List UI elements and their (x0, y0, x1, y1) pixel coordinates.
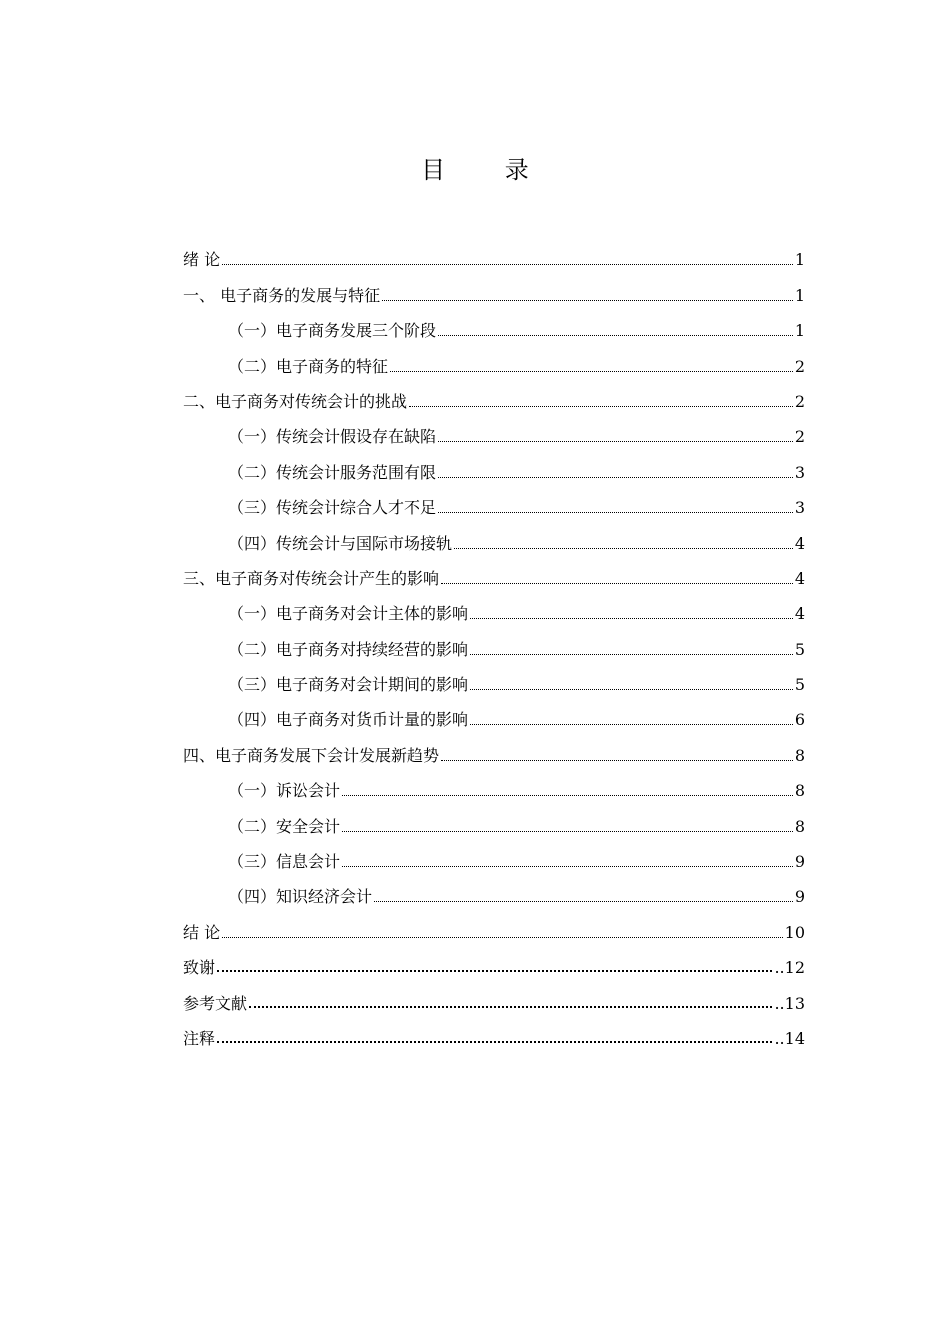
toc-entry-label: （二）安全会计 (228, 816, 341, 836)
toc-entry[interactable] (183, 978, 805, 1013)
toc-entry-page-number: 5 (794, 675, 805, 695)
toc-entry-label: （二）传统会计服务范围有限 (228, 462, 437, 482)
toc-entry[interactable] (183, 695, 805, 730)
toc-entry-label: （四）传统会计与国际市场接轨 (228, 533, 453, 553)
toc-entry[interactable] (183, 1014, 805, 1049)
toc-entry-label: （二）电子商务的特征 (228, 356, 389, 376)
toc-entry-page-number: 2 (794, 427, 805, 447)
toc-entry[interactable] (183, 943, 805, 978)
toc-entry-page-number: 9 (794, 852, 805, 872)
toc-entry-label: 致谢 (183, 958, 216, 978)
toc-entry-page-number: 8 (794, 816, 805, 836)
toc-entry-page-number: 4 (794, 568, 805, 588)
toc-entry-label: 绪 论 (183, 250, 221, 270)
toc-entry-label: 四、电子商务发展下会计发展新趋势 (183, 745, 440, 765)
toc-entry-label: 二、电子商务对传统会计的挑战 (183, 391, 408, 411)
toc-dot-leader (470, 618, 793, 619)
toc-entry[interactable] (183, 341, 805, 376)
toc-dot-leader (470, 654, 793, 655)
toc-dot-leader (342, 831, 793, 832)
toc-entry[interactable] (183, 483, 805, 518)
toc-dot-leader (217, 1041, 772, 1043)
toc-entry[interactable] (183, 837, 805, 872)
toc-entry[interactable] (183, 801, 805, 836)
toc-title: 目 录 (421, 156, 555, 184)
toc-entry-label: （四）知识经济会计 (228, 887, 373, 907)
toc-entry[interactable] (183, 518, 805, 553)
toc-entry-page-number: 3 (794, 462, 805, 482)
toc-dot-leader (382, 300, 793, 301)
toc-entry[interactable] (183, 730, 805, 765)
toc-entry-page-number: 6 (794, 710, 805, 730)
toc-entry-label: （三）传统会计综合人才不足 (228, 498, 437, 518)
toc-entry-page-number: ..12 (774, 958, 805, 978)
toc-entry-page-number: 4 (794, 533, 805, 553)
toc-entry[interactable] (183, 447, 805, 482)
toc-entry-label: （四）电子商务对货币计量的影响 (228, 710, 469, 730)
toc-entry-label: 结 论 (183, 922, 221, 942)
toc-dot-leader (454, 548, 793, 549)
toc-entry-page-number: ..14 (774, 1028, 805, 1048)
toc-entry[interactable] (183, 270, 805, 305)
toc-entry[interactable] (183, 306, 805, 341)
toc-dot-leader (441, 760, 793, 761)
toc-entry-label: （三）电子商务对会计期间的影响 (228, 675, 469, 695)
toc-entry-page-number: 1 (794, 285, 805, 305)
toc-entry[interactable] (183, 554, 805, 589)
toc-entry-page-number: 3 (794, 498, 805, 518)
toc-dot-leader (441, 583, 793, 584)
toc-entry[interactable] (183, 907, 805, 942)
toc-entry-page-number: 1 (794, 321, 805, 341)
toc-entry-label: 注释 (183, 1028, 216, 1048)
toc-dot-leader (217, 970, 772, 972)
toc-entry-label: （二）电子商务对持续经营的影响 (228, 639, 469, 659)
toc-entry-page-number: 10 (784, 922, 805, 942)
toc-dot-leader (438, 477, 793, 478)
toc-dot-leader (222, 937, 783, 938)
toc-entry-page-number: 1 (794, 250, 805, 270)
toc-list (183, 235, 805, 1049)
toc-entry-page-number: 5 (794, 639, 805, 659)
toc-entry-label: （一）电子商务对会计主体的影响 (228, 604, 469, 624)
toc-entry-label: （一）诉讼会计 (228, 781, 341, 801)
toc-dot-leader (438, 512, 793, 513)
toc-entry-page-number: 8 (794, 781, 805, 801)
toc-entry-page-number: 2 (794, 391, 805, 411)
toc-dot-leader (438, 335, 793, 336)
toc-entry-page-number: 2 (794, 356, 805, 376)
toc-dot-leader (249, 1006, 772, 1008)
toc-entry[interactable] (183, 660, 805, 695)
toc-entry[interactable] (183, 589, 805, 624)
toc-dot-leader (390, 371, 793, 372)
toc-entry-page-number: 4 (794, 604, 805, 624)
toc-entry[interactable] (183, 377, 805, 412)
toc-entry[interactable] (183, 624, 805, 659)
toc-dot-leader (342, 795, 793, 796)
toc-entry-label: 参考文献 (183, 993, 248, 1013)
toc-dot-leader (470, 724, 793, 725)
toc-entry-page-number: 9 (794, 887, 805, 907)
toc-entry[interactable] (183, 235, 805, 270)
toc-entry[interactable] (183, 872, 805, 907)
toc-dot-leader (222, 264, 793, 265)
toc-entry-label: （一）电子商务发展三个阶段 (228, 321, 437, 341)
toc-dot-leader (342, 866, 793, 867)
toc-entry-page-number: ..13 (774, 993, 805, 1013)
toc-entry-page-number: 8 (794, 745, 805, 765)
toc-entry[interactable] (183, 412, 805, 447)
toc-entry-label: （一）传统会计假设存在缺陷 (228, 427, 437, 447)
toc-entry-label: （三）信息会计 (228, 852, 341, 872)
toc-dot-leader (438, 441, 793, 442)
toc-entry-label: 三、电子商务对传统会计产生的影响 (183, 568, 440, 588)
toc-entry[interactable] (183, 766, 805, 801)
toc-dot-leader (470, 689, 793, 690)
toc-dot-leader (409, 406, 793, 407)
toc-entry-label: 一、 电子商务的发展与特征 (183, 285, 381, 305)
toc-dot-leader (374, 901, 793, 902)
